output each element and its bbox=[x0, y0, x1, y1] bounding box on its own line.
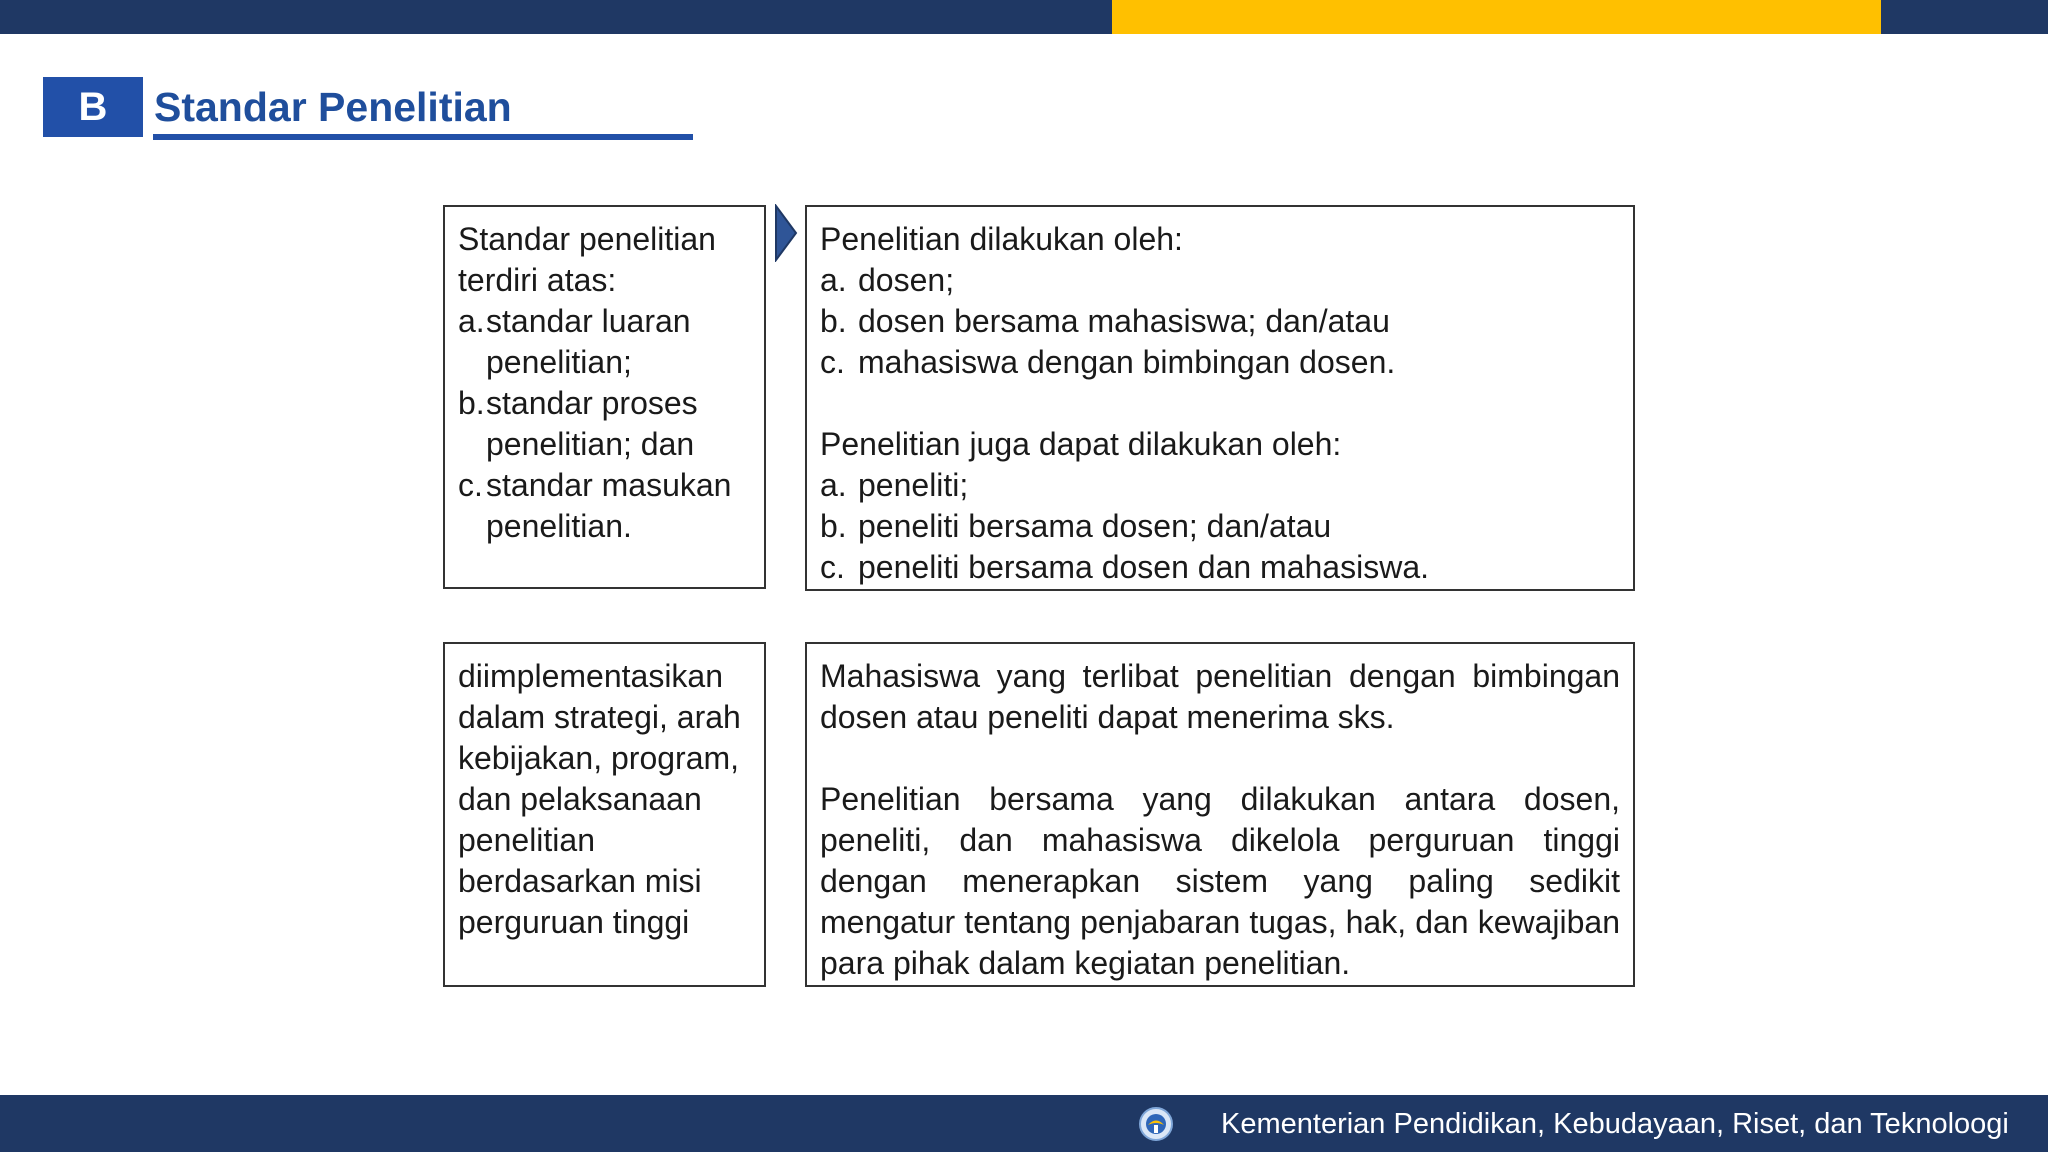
list-marker: a. bbox=[820, 262, 847, 298]
list-item-text: standar luaran penelitian; bbox=[486, 303, 691, 380]
chevron-right-icon bbox=[774, 204, 798, 262]
students-box bbox=[805, 642, 1635, 987]
performers-box bbox=[805, 205, 1635, 591]
list-marker: b. bbox=[458, 385, 485, 421]
list-item bbox=[820, 506, 1620, 547]
list-item bbox=[820, 260, 1620, 301]
joint-research-paragraph: Penelitian bersama yang dilakukan antara dosen, peneliti, dan mahasiswa dikelola perguruan tinggi dengan menerapkan sistem yang paling sedikit mengatur tentang penjabaran tugas, hak, dan kewajiban para pihak dalam kegiatan penelitian. bbox=[820, 781, 1620, 981]
implementation-box bbox=[443, 642, 766, 987]
list-marker: b. bbox=[820, 508, 847, 544]
section-title: Standar Penelitian bbox=[154, 84, 512, 130]
list-item bbox=[458, 465, 751, 547]
list-marker: b. bbox=[820, 303, 847, 339]
tut-wuri-handayani-logo-icon bbox=[1138, 1106, 1174, 1142]
section-letter-badge: B bbox=[43, 77, 143, 137]
top-bar-accent bbox=[1112, 0, 1881, 34]
list-marker: c. bbox=[820, 549, 845, 585]
list-item bbox=[820, 547, 1620, 588]
list-item-text: peneliti bersama dosen; dan/atau bbox=[858, 508, 1332, 544]
list-item-text: dosen bersama mahasiswa; dan/atau bbox=[858, 303, 1390, 339]
list-item bbox=[820, 301, 1620, 342]
implementation-text: diimplementasikan dalam strategi, arah kebijakan, program, dan pelaksanaan penelitian berdasarkan misi perguruan tinggi bbox=[458, 658, 741, 940]
performers-heading-alt: Penelitian juga dapat dilakukan oleh: bbox=[820, 426, 1342, 462]
list-marker: a. bbox=[820, 467, 847, 503]
list-item bbox=[820, 342, 1620, 383]
list-marker: c. bbox=[458, 467, 483, 503]
footer-bar bbox=[0, 1095, 2048, 1152]
standards-box bbox=[443, 205, 766, 589]
list-marker: a. bbox=[458, 303, 485, 339]
paragraph-gap bbox=[820, 383, 1620, 424]
list-item-text: mahasiswa dengan bimbingan dosen. bbox=[858, 344, 1396, 380]
list-marker: c. bbox=[820, 344, 845, 380]
paragraph-gap bbox=[820, 738, 1620, 779]
list-item-text: standar proses penelitian; dan bbox=[486, 385, 698, 462]
list-item bbox=[820, 465, 1620, 506]
list-item-text: peneliti; bbox=[858, 467, 969, 503]
list-item bbox=[458, 301, 751, 383]
list-item-text: dosen; bbox=[858, 262, 955, 298]
standards-intro: Standar penelitian terdiri atas: bbox=[458, 221, 716, 298]
ministry-name: Kementerian Pendidikan, Kebudayaan, Riset, dan Teknoloogi bbox=[1221, 1108, 2009, 1140]
list-item bbox=[458, 383, 751, 465]
list-item-text: peneliti bersama dosen dan mahasiswa. bbox=[858, 549, 1429, 585]
students-paragraph: Mahasiswa yang terlibat penelitian dengan bimbingan dosen atau peneliti dapat menerima sks. bbox=[820, 658, 1620, 735]
list-item-text: standar masukan penelitian. bbox=[486, 467, 732, 544]
title-underline bbox=[153, 134, 693, 140]
performers-heading: Penelitian dilakukan oleh: bbox=[820, 221, 1183, 257]
top-bar bbox=[0, 0, 2048, 34]
